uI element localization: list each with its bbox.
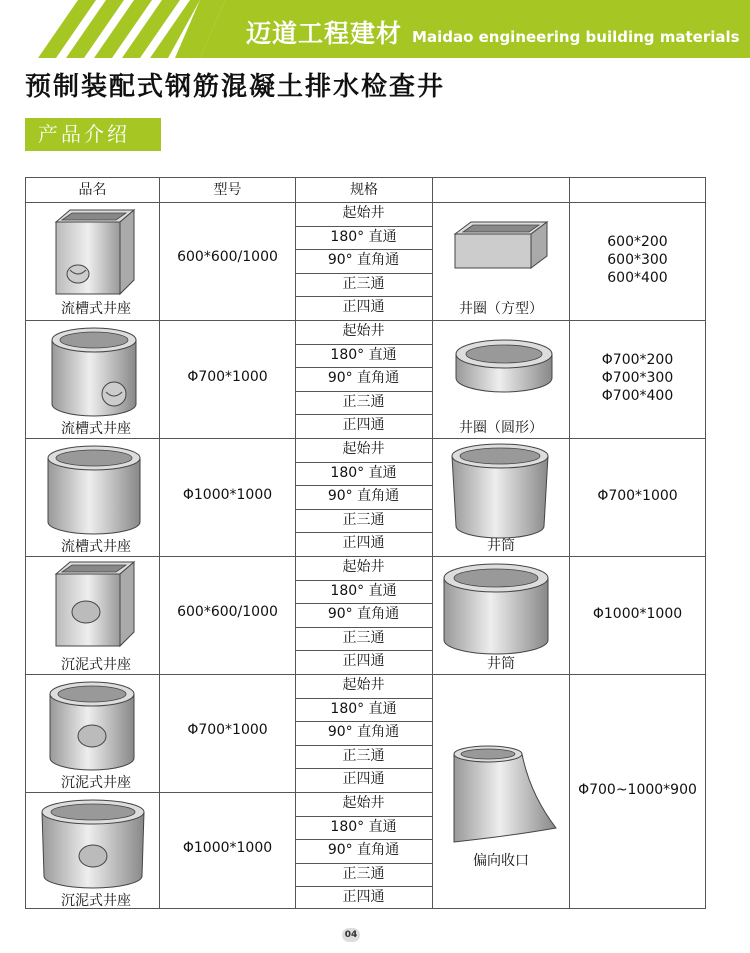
- fitting-sizes: [570, 233, 705, 287]
- product-model: Φ700*1000: [187, 369, 268, 385]
- spec-cell: 180° 直通: [330, 582, 397, 599]
- product-model: Φ700*1000: [187, 722, 268, 738]
- spec-cell: 起始井: [342, 323, 385, 339]
- size-value: Φ700*200: [601, 352, 674, 368]
- spec-cell: 起始井: [342, 441, 385, 457]
- spec-cell: 正三通: [342, 865, 385, 882]
- spec-cell: 起始井: [342, 795, 385, 811]
- spec-cell: 180° 直通: [330, 464, 397, 481]
- product-name: 流槽式井座: [61, 539, 131, 555]
- page-number: 04: [342, 928, 360, 942]
- fitting-sizes: [570, 487, 705, 505]
- fitting-name: 井圈（方型）: [459, 301, 543, 317]
- spec-cell: 90° 直角通: [327, 370, 400, 387]
- col-divider: [159, 178, 160, 908]
- eccentric-reducer-icon: [450, 744, 562, 848]
- fitting-name: 偏向收口: [473, 853, 529, 869]
- fitting-name: 井筒: [487, 538, 515, 554]
- spec-cell: 180° 直通: [330, 346, 397, 363]
- round-well-base-icon: [46, 324, 142, 420]
- brand-name-cn: 迈道工程建材: [246, 19, 403, 48]
- size-value: 600*200: [607, 234, 668, 250]
- page-title: 预制装配式钢筋混凝土排水检查井: [25, 72, 446, 102]
- row-divider: [432, 320, 569, 321]
- spec-cell: 正四通: [342, 771, 385, 788]
- header-spec: 规格: [350, 182, 378, 198]
- header-model: 型号: [213, 182, 242, 198]
- round-sediment-base-icon: [44, 678, 140, 774]
- spec-cell: 正四通: [342, 299, 385, 316]
- spec-cell: 正四通: [342, 417, 385, 434]
- square-well-base-icon: [48, 208, 138, 298]
- product-name: 沉泥式井座: [61, 775, 131, 791]
- spec-cell: 正三通: [342, 629, 385, 646]
- size-value: Φ700*400: [601, 388, 674, 404]
- round-ring-icon: [454, 338, 554, 398]
- size-value: 600*400: [607, 270, 668, 286]
- size-value: Φ700~1000*900: [578, 782, 697, 798]
- product-name: 流槽式井座: [61, 421, 131, 437]
- product-name: 沉泥式井座: [61, 893, 131, 909]
- header-band: [0, 0, 750, 58]
- spec-cell: 180° 直通: [330, 228, 397, 245]
- fitting-sizes: [570, 605, 705, 623]
- spec-cell: 正三通: [342, 747, 385, 764]
- product-model: Φ1000*1000: [182, 487, 273, 503]
- spec-cell: 起始井: [342, 205, 385, 221]
- spec-cell: 90° 直角通: [327, 724, 400, 741]
- square-ring-icon: [451, 218, 551, 276]
- spec-cell: 90° 直角通: [327, 488, 400, 505]
- product-model: 600*600/1000: [177, 249, 278, 265]
- spec-cell: 180° 直通: [330, 700, 397, 717]
- fitting-name: 井圈（圆形）: [459, 420, 543, 436]
- product-table: [25, 177, 706, 909]
- spec-cell: 180° 直通: [330, 818, 397, 835]
- spec-cell: 正四通: [342, 889, 385, 906]
- product-name: 流槽式井座: [61, 301, 131, 317]
- size-value: Φ700*300: [601, 370, 674, 386]
- brand: [246, 14, 740, 48]
- spec-cell: 90° 直角通: [327, 606, 400, 623]
- section-badge: 产品介绍: [25, 118, 161, 151]
- product-model: 600*600/1000: [177, 604, 278, 620]
- size-value: 600*300: [607, 252, 668, 268]
- spec-cell: 正三通: [342, 275, 385, 292]
- size-value: Φ700*1000: [597, 488, 678, 504]
- fitting-sizes: [570, 351, 705, 405]
- spec-cell: 90° 直角通: [327, 842, 400, 859]
- spec-cell: 90° 直角通: [327, 252, 400, 269]
- spec-cell: 正四通: [342, 653, 385, 670]
- round-sediment-base-icon: [38, 796, 148, 892]
- spec-cell: 起始井: [342, 559, 385, 575]
- row-divider: [569, 320, 705, 321]
- square-sediment-base-icon: [48, 560, 138, 650]
- header-name: 品名: [78, 182, 107, 198]
- product-model: Φ1000*1000: [182, 840, 273, 856]
- spec-cell: 起始井: [342, 677, 385, 693]
- spec-cell: 正四通: [342, 535, 385, 552]
- well-barrel-icon: [448, 440, 552, 540]
- round-well-base-icon: [44, 442, 144, 538]
- fitting-sizes: [570, 781, 705, 799]
- product-name: 沉泥式井座: [61, 657, 131, 673]
- well-barrel-icon: [440, 560, 552, 656]
- brand-name-en: Maidao engineering building materials: [412, 28, 740, 46]
- spec-cell: 正三通: [342, 393, 385, 410]
- size-value: Φ1000*1000: [592, 606, 683, 622]
- fitting-name: 井筒: [487, 656, 515, 672]
- spec-cell: 正三通: [342, 511, 385, 528]
